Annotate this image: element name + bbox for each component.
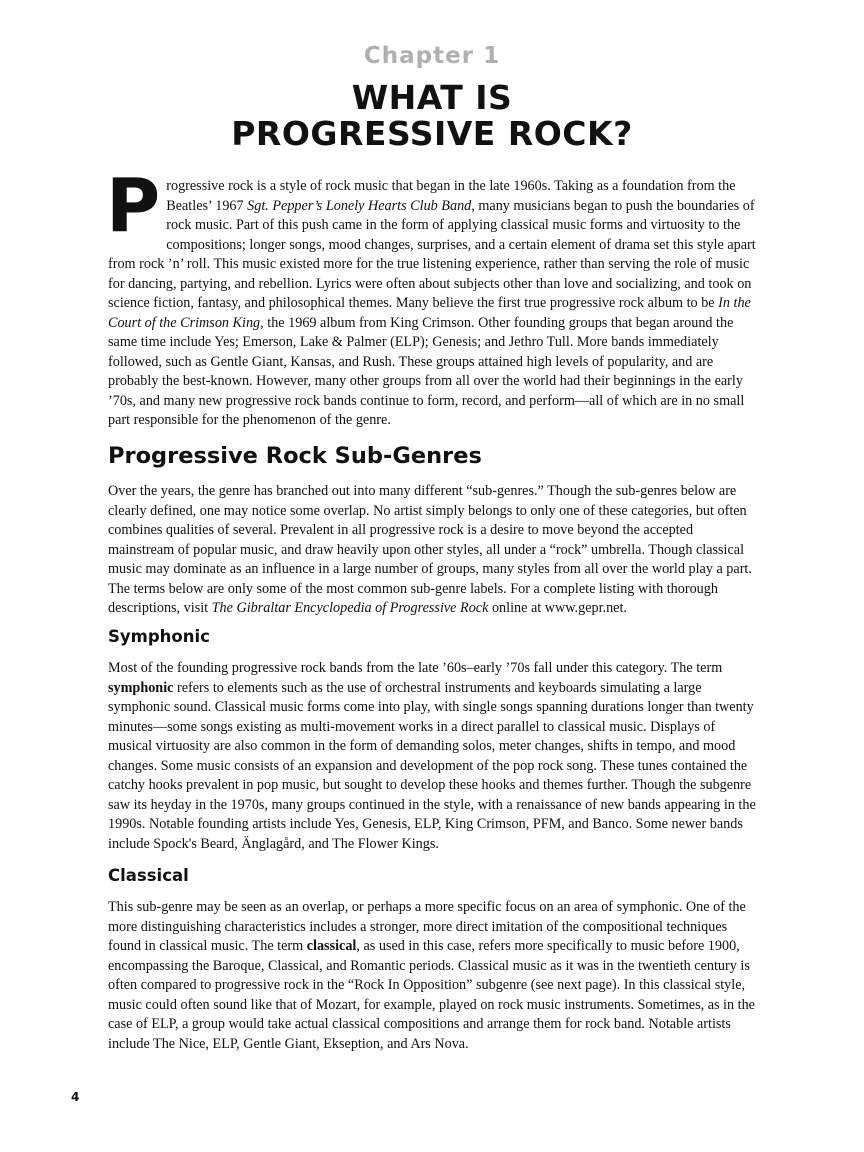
section-heading-subgenres: Progressive Rock Sub-Genres [108,443,482,469]
symphonic-term: symphonic [108,679,174,696]
page-number: 4 [71,1090,80,1104]
symphonic-paragraph [108,659,756,854]
intro-paragraph [106,163,756,431]
chapter-title [0,80,864,152]
classical-text-2: , as used in this case, refers more specifically to music before 1900, encompassing the Baroque, Classical, and Romantic periods. Classical music as it was in the twentieth century is often compared to progressive rock in the “Rock In Opposition” subgenre (see next page). In this classical style, music could often sound like that of Mozart, for example, played on rock music instruments. Sometimes, as in the case of ELP, a group would take actual classical compositions and arrange them for rock band. Notable artists include The Nice, ELP, Gentle Giant, Ekseption, and Ars Nova. [108,938,755,1052]
subgenres-text-2: online at www.gepr.net. [488,600,627,616]
intro-text-2: , many musicians began to push the boundaries of rock music. Part of this push came in the form of applying classical music forms and virtuosity to the compositions; longer songs, mood changes, surprises, and a certain element of drama set this style apart from rock ’n’ roll. This music existed more for the true listening experience, rather than serving the role of music for dancing, partying, and rebellion. Lyrics were often about subjects other than love and socializing, and took on science fiction, fantasy, and philosophical themes. Many believe the first true progressive rock album to be [108,197,756,311]
classical-text-1: This sub-genre may be seen as an overlap, or perhaps a more specific focus on an area of symphonic. One of the more distinguishing characteristics includes a stronger, more direct imitation of the compositional techniques found in classical music. The term [108,899,746,954]
symphonic-text-1: Most of the founding progressive rock bands from the late ’60s–early ’70s fall under this category. The term [108,660,723,676]
intro-text-3: , the 1969 album from King Crimson. Other founding groups that began around the same time include Yes; Emerson, Lake & Palmer (ELP); Genesis; and Jethro Tull. More bands immediately followed, such as Gentle Giant, Kansas, and Rush. These groups attained high levels of popularity, and are probably the best-known. However, many other groups from all over the world had their beginnings in the early ’70s, and many new progressive rock bands continue to form, record, and perform—all of which are in no small part responsible for the phenomenon of the genre. [108,314,745,428]
chapter-title-line-1: WHAT IS [351,78,513,117]
classical-term: classical [306,938,357,954]
chapter-title-line-2: PROGRESSIVE ROCK? [231,114,633,153]
subheading-symphonic: Symphonic [108,627,210,646]
classical-paragraph [108,898,756,1054]
intro-text-1: rogressive rock is a style of rock music that began in the late 1960s. Taking as a foundation from the Beatles’ 1967 [166,178,736,214]
intro-album-sgt-pepper: Sgt. Pepper’s Lonely Hearts Club Band [247,197,472,214]
subheading-classical: Classical [108,866,189,885]
chapter-label: Chapter 1 [363,43,501,69]
drop-cap: P [106,163,161,249]
subgenres-paragraph [108,482,756,619]
subgenres-book-title: The Gibraltar Encyclopedia of Progressive Rock [211,600,489,616]
subgenres-text-1: Over the years, the genre has branched out into many different “sub-genres.” Though the sub-genres below are clearly defined, one may notice some overlap. No artist simply belongs to only one of these categories, but often combines qualities of several. Prevalent in all progressive rock is a desire to move beyond the accepted mainstream of popular music, and draw heavily upon other styles, all under a “rock” umbrella. Though classical music may dominate as an influence in a large number of groups, many styles from all over the world play a part. The terms below are only some of the most common sub-genre labels. For a complete listing with thorough descriptions, visit [108,483,752,616]
symphonic-text-2: refers to elements such as the use of orchestral instruments and keyboards simulating a large symphonic sound. Classical music forms come into play, with single songs spanning durations longer than twenty minutes—some songs existing as multi-movement works in a direct parallel to classical music. Displays of musical virtuosity are also common in the form of demanding solos, meter changes, shifts in tempo, and mood changes. Some music consists of an expansion and development of the pop rock song. These tunes contained the catchy hooks prevalent in pop music, but sought to develop these hooks and themes further. Though the subgenre saw its heyday in the 1970s, many groups continued in the style, with a renaissance of new bands appearing in the 1990s. Notable founding artists include Yes, Genesis, ELP, King Crimson, PFM, and Banco. Some newer bands include Spock's Beard, Änglagård, and The Flower Kings. [108,679,756,852]
intro-album-crimson-king: In the Court of the Crimson King [108,295,751,331]
